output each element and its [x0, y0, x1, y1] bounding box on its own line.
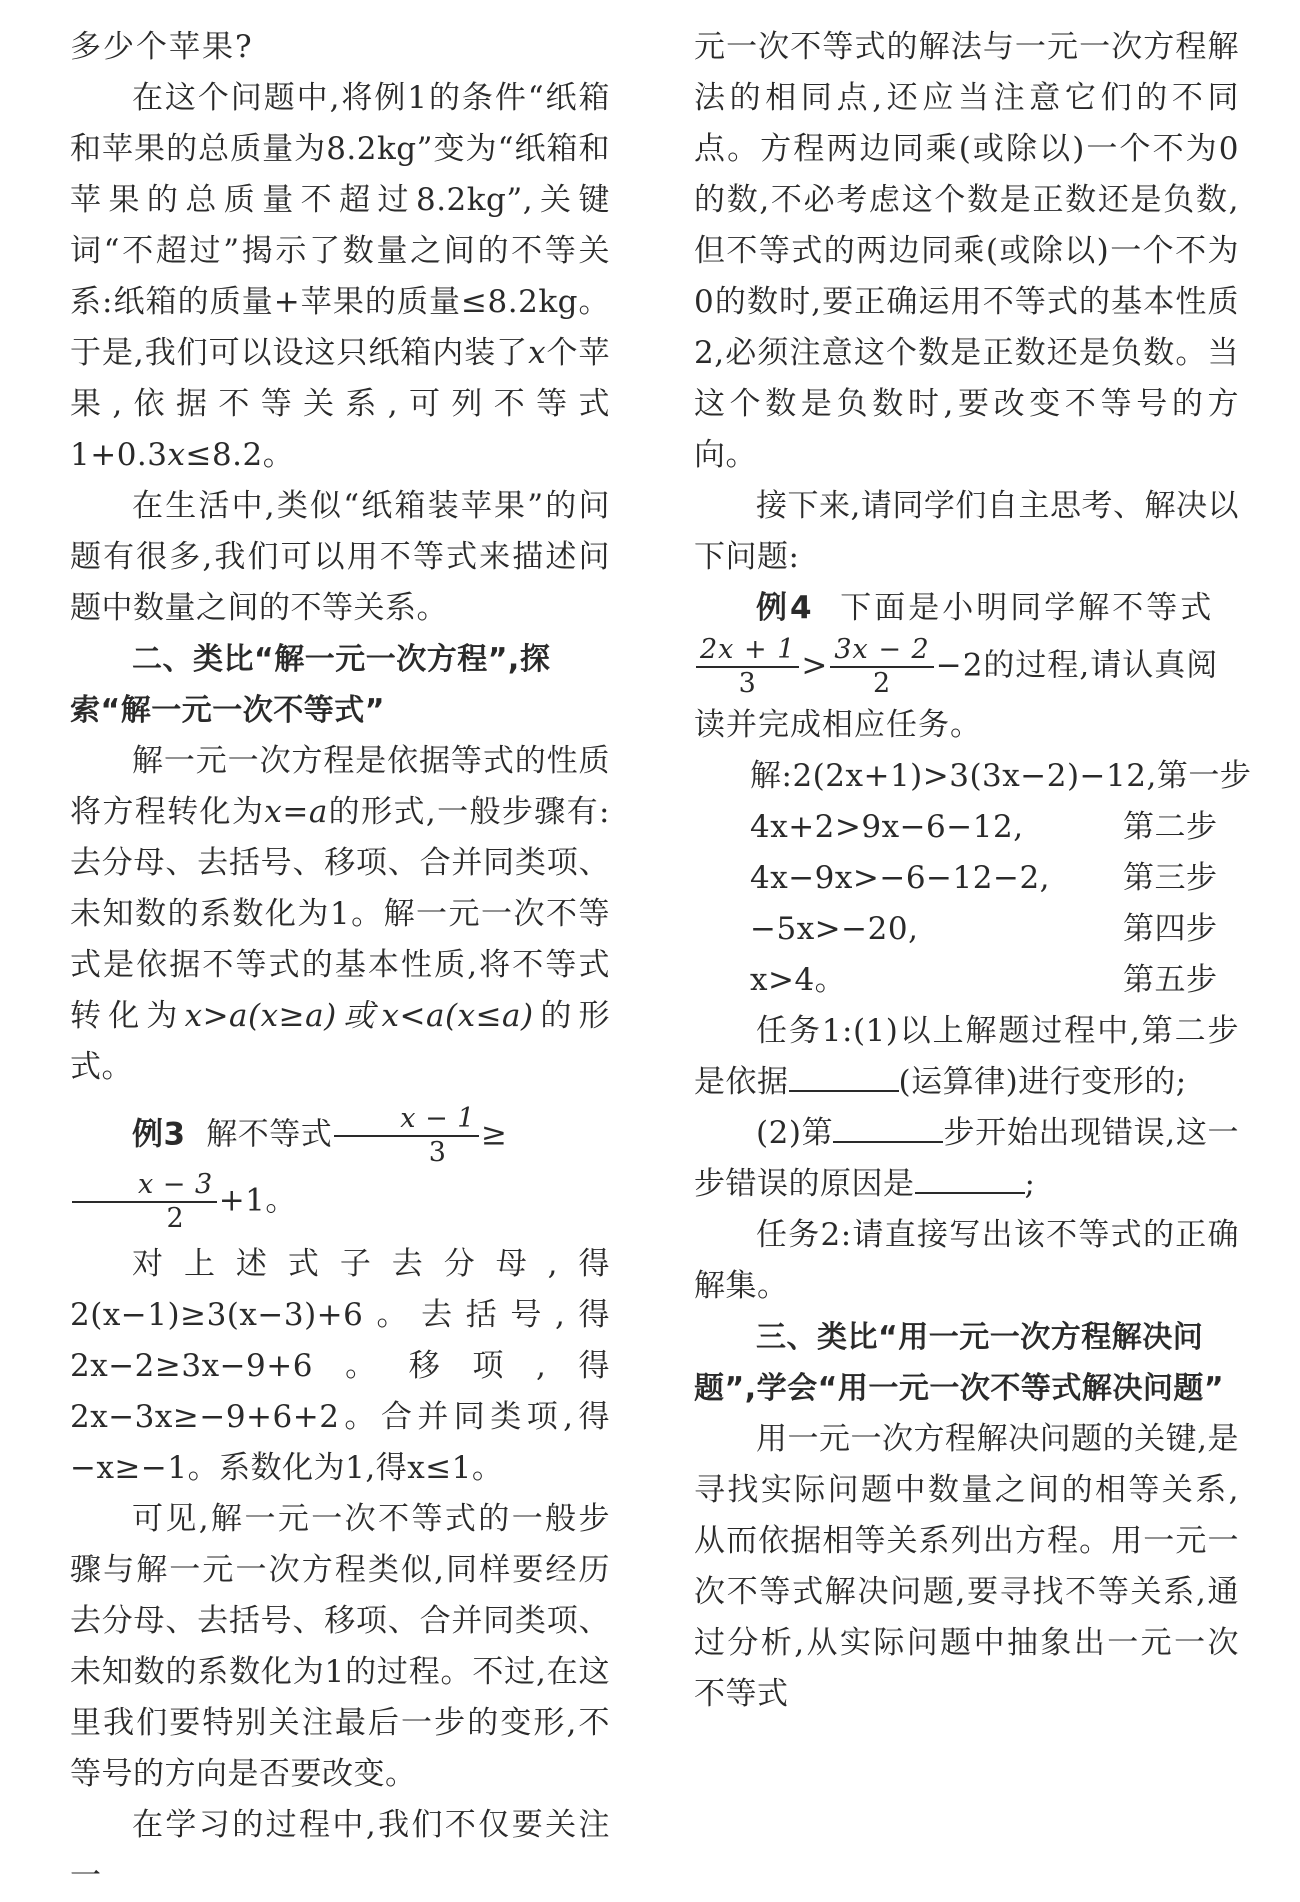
step-expression: 4x−9x>−6−12−2,: [750, 860, 1051, 896]
paragraph-text: 的形式,一般步骤有:去分母、去括号、移项、合并同类项、未知数的系数化为1。解一元一次不等式是依据不等式的基本性质,将不等式转化为: [70, 794, 610, 1034]
task-text: (运算律)进行变形的;: [898, 1064, 1187, 1100]
paragraph-text: 解一元一次方程是依据等式的性质将方程转化为: [70, 743, 610, 830]
paragraph-apples-box: [70, 73, 610, 481]
paragraph-general-steps: 可见,解一元一次不等式的一般步骤与解一元一次方程类似,同样要经历去分母、去括号、移项、合并同类项、未知数的系数化为1的过程。不过,在这里我们要特别关注最后一步的变形,不等号的方向是否要改变。: [70, 1501, 610, 1792]
task-text: ;: [1024, 1166, 1036, 1202]
fraction: [830, 634, 933, 700]
step-label: 第五步: [1123, 962, 1218, 998]
paragraph-think-next: 接下来,请同学们自主思考、解决以下问题:: [694, 488, 1239, 575]
step-expression: 解:2(2x+1)>3(3x−2)−12,: [750, 758, 1157, 794]
left-column: [70, 22, 610, 1902]
paragraph-text: 个苹果,依据不等关系,可列不等式1+0.3: [70, 335, 610, 473]
section-heading-3: 三、类比“用一元一次方程解决问题”,学会“用一元一次不等式解决问题”: [694, 1320, 1225, 1406]
step-expression: 4x+2>9x−6−12,: [750, 809, 1024, 845]
paragraph-learning-process: 在学习的过程中,我们不仅要关注一: [70, 1807, 610, 1894]
fraction: [334, 1103, 479, 1169]
apples-question-line: 多少个苹果?: [70, 29, 254, 65]
paragraph-life-examples: 在生活中,类似“纸箱装苹果”的问题有很多,我们可以用不等式来描述问题中数量之间的不等关系。: [70, 488, 610, 626]
answer-blank[interactable]: [833, 1113, 943, 1143]
example-3-label: 例3: [132, 1116, 186, 1153]
example-4: [694, 583, 1239, 634]
fraction-numerator: x − 3: [72, 1169, 217, 1203]
fraction: [696, 634, 799, 700]
task-text: 步开始出现错误,这一步错误的原因是: [694, 1115, 1239, 1202]
equals-sign: =: [282, 794, 309, 830]
answer-blank[interactable]: [789, 1062, 899, 1092]
example-3-tail: +1。: [218, 1182, 297, 1219]
section-heading-2: 二、类比“解一元一次方程”,探索“解一元一次不等式”: [70, 642, 551, 728]
fraction-numerator: 2x + 1: [696, 634, 799, 668]
solution-steps: [694, 751, 1252, 1006]
relation-sign: >: [801, 647, 829, 684]
paragraph-solving-method: [70, 736, 610, 1093]
paragraph-text: 的形式。: [70, 998, 611, 1085]
fraction: [72, 1169, 217, 1235]
solution-step: [694, 904, 1239, 955]
variable-x: x: [528, 335, 547, 371]
step-expression: x>4。: [750, 962, 847, 998]
step-label: 第二步: [1123, 809, 1218, 845]
variable-x: x: [264, 794, 283, 830]
paragraph-text: 在这个问题中,将例1的条件“纸箱和苹果的总质量为8.2kg”变为“纸箱和苹果的总质量不超过8.2kg”,关键词“不超过”揭示了数量之间的不等关系:纸箱的质量+苹果的质量≤8.2kg。于是,我们可以设这只纸箱内装了: [70, 80, 610, 371]
example-4-label: 例4: [756, 590, 815, 626]
example-4-inequality: [694, 634, 1239, 751]
variable-a: a: [308, 794, 328, 830]
task-text: (2)第: [756, 1115, 834, 1151]
step-label: 第四步: [1123, 911, 1218, 947]
solution-step: [694, 802, 1239, 853]
step-label: 第三步: [1123, 860, 1218, 896]
inequality-forms: x>a(x≥a)或x<a(x≤a): [184, 998, 534, 1034]
fraction-denominator: 2: [872, 668, 892, 699]
example-3: [70, 1103, 610, 1235]
solution-step: [694, 955, 1239, 1006]
step-label: 第一步: [1156, 758, 1252, 794]
example-4-text: 下面是小明同学解不等式: [840, 590, 1215, 626]
fraction-denominator: 2: [166, 1203, 185, 1234]
relation-sign: ≥: [481, 1116, 508, 1153]
answer-blank[interactable]: [915, 1164, 1025, 1194]
fraction-denominator: 3: [738, 668, 757, 699]
paragraph-differences: 元一次不等式的解法与一元一次方程解法的相同点,还应当注意它们的不同点。方程两边同乘(或除以)一个不为0的数,不必考虑这个数是正数还是负数,但不等式的两边同乘(或除以)一个不为0的数时,要正确运用不等式的基本性质2,必须注意这个数是正数还是负数。当这个数是负数时,要改变不等号的方向。: [694, 29, 1239, 473]
solution-step: [694, 853, 1239, 904]
step-expression: −5x>−20,: [750, 911, 919, 947]
paragraph-applications: 用一元一次方程解决问题的关键,是寻找实际问题中数量之间的相等关系,从而依据相等关系列出方程。用一元一次不等式解决问题,要寻找不等关系,通过分析,从实际问题中抽象出一元一次不等式: [694, 1421, 1239, 1712]
example-4-tail: −2的过程,请认真阅读并完成相应任务。: [694, 647, 1219, 743]
fraction-numerator: 3x − 2: [830, 634, 933, 668]
solution-step: [694, 751, 1252, 802]
task-2: 任务2:请直接写出该不等式的正确解集。: [694, 1217, 1239, 1304]
task-1-part-1: [694, 1006, 1239, 1108]
paragraph-example-3-solution: 对上述式子去分母,得2(x−1)≥3(x−3)+6。去括号,得2x−2≥3x−9+6。移项,得2x−3x≥−9+6+2。合并同类项,得−x≥−1。系数化为1,得x≤1。: [70, 1246, 610, 1486]
fraction-denominator: 3: [428, 1137, 447, 1168]
paragraph-text: ≤8.2。: [185, 437, 295, 473]
task-text: 任务1:(1)以上解题过程中,第二步是依据: [694, 1013, 1239, 1100]
fraction-numerator: x − 1: [334, 1103, 479, 1137]
example-3-text: 解不等式: [206, 1116, 333, 1153]
task-1-part-2: [694, 1108, 1239, 1210]
variable-x: x: [167, 437, 186, 473]
right-column: [694, 22, 1252, 1720]
